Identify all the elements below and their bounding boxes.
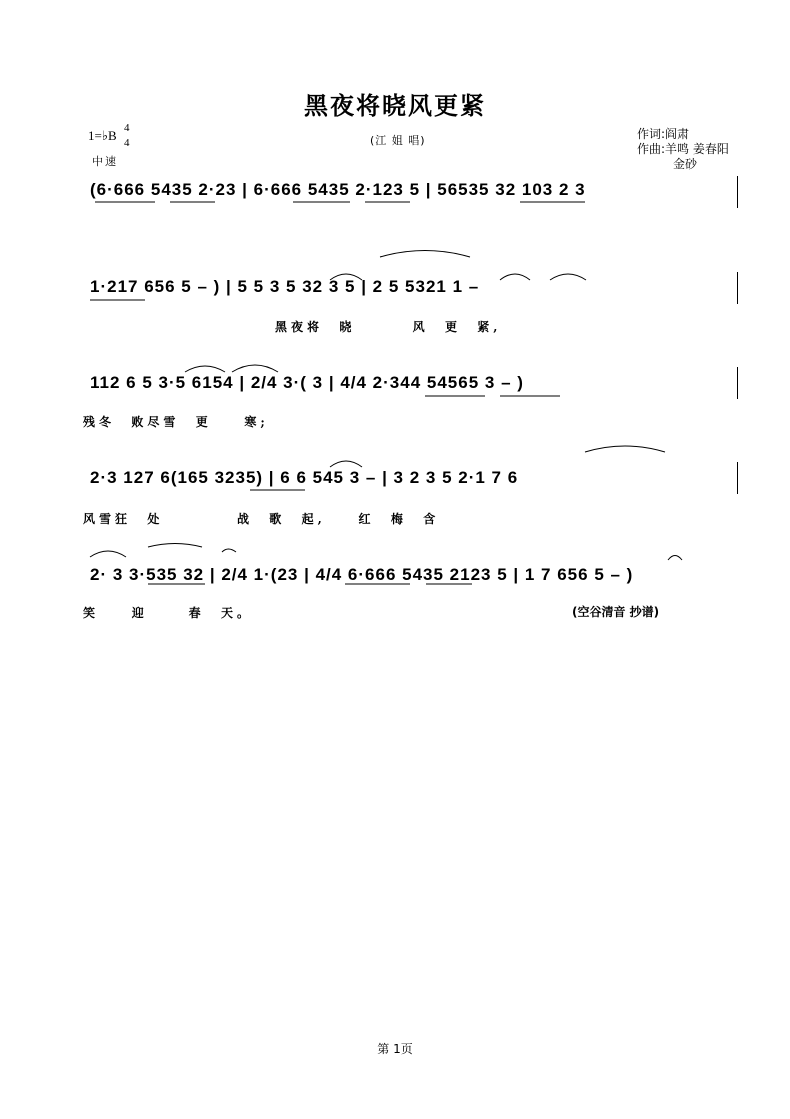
meter-denominator: 4: [124, 137, 130, 149]
lyricist-credit: 作词:阎肃: [637, 127, 690, 141]
slur: [550, 274, 586, 280]
lyrics-line-4: 风雪狂 处 战 歌 起, 红 梅 含: [83, 512, 440, 526]
key-signature: 1=♭B: [88, 128, 117, 143]
barline: [737, 462, 738, 494]
composer-credit-cont: 金砂: [673, 157, 698, 171]
song-title: 黑夜将晓风更紧: [304, 91, 486, 120]
slur: [185, 366, 225, 372]
lyrics-line-2: 黑夜将 晓 风 更 紧,: [275, 320, 502, 334]
score-line-3: 112 6 5 3·5 6154 | 2/4 3·( 3 | 4/4 2·344 54565 3 – ): [90, 373, 524, 392]
singer-note: (江 姐 唱): [370, 134, 426, 147]
score-line-1: (6·666 5435 2·23 | 6·666 5435 2·123 5 | 56535 32 103 2 3: [90, 180, 586, 199]
slur: [500, 274, 530, 280]
score-line-4: 2·3 127 6(165 3235) | 6 6 545 3 – | 3 2 3 5 2·1 7 6: [90, 468, 519, 487]
score-line-2: 1·217 656 5 – ) | 5 5 3 5 32 3 5 | 2 5 5321 1 –: [90, 277, 480, 296]
slur: [222, 549, 236, 552]
source-note: (空谷清音 抄谱): [572, 605, 660, 619]
lyrics-line-5: 笑 迎 春 天。: [83, 606, 253, 620]
composer-credit: 作曲:羊鸣 姜春阳: [637, 142, 729, 156]
slur: [232, 365, 278, 372]
page-number: 第 1页: [377, 1042, 413, 1056]
lyrics-line-3: 残冬 败尽雪 更 寒;: [83, 415, 269, 429]
slur: [585, 446, 665, 452]
slur: [90, 551, 126, 557]
barline: [737, 272, 738, 304]
fermata: [668, 556, 682, 561]
tempo-marking: 中速: [92, 155, 118, 168]
barline: [737, 176, 738, 208]
slur: [380, 251, 470, 258]
slur: [148, 544, 202, 548]
score-line-5: 2· 3 3·535 32 | 2/4 1·(23 | 4/4 6·666 5435 2123 5 | 1 7 656 5 – ): [90, 565, 634, 584]
barline: [737, 367, 738, 399]
slur: [330, 461, 362, 467]
meter-numerator: 4: [124, 122, 130, 134]
